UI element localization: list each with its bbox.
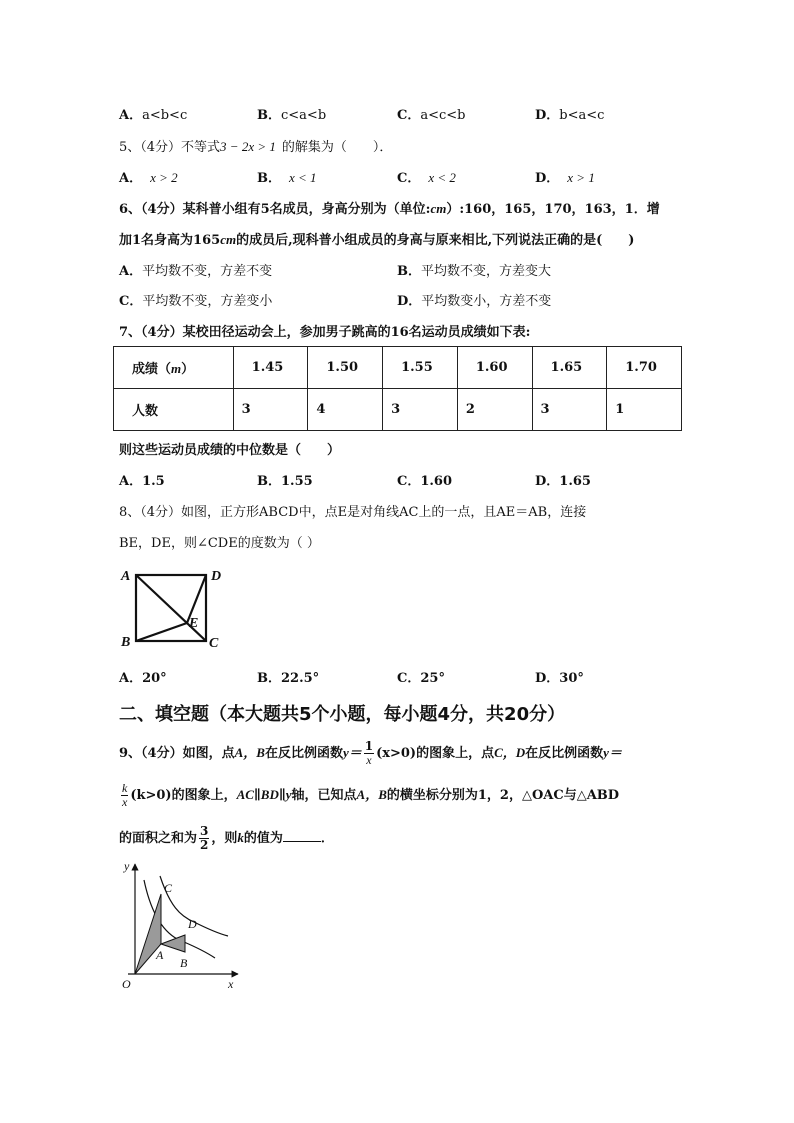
table-cell: 2 — [457, 389, 532, 431]
label-e: E — [189, 616, 199, 631]
answer-blank — [283, 829, 321, 842]
table-cell: 1.50 — [308, 347, 383, 389]
triangle-oac — [135, 894, 161, 974]
label-b: B — [180, 956, 188, 970]
label-x: x — [228, 977, 234, 991]
q9-stem-line2: $\frac{k}{x}$ (k>0)的图象上，AC∥BD∥y轴，已知点A，B的横坐标分别为1，2，△OAC与△ABD — [122, 781, 620, 809]
fraction-k-over-x: $\frac{k}{x}$ — [122, 781, 128, 809]
q8-option-d: D．30° — [535, 671, 584, 686]
table-cell: 3 — [532, 389, 607, 431]
q6-option-d: D．平均数变小，方差不变 — [397, 294, 552, 309]
q5-option-b: B． x < 1 — [257, 170, 317, 186]
table-cell: 4 — [308, 389, 383, 431]
q5-stem: 5、（4分）不等式3 − 2x > 1 的解集为（ ）． — [119, 139, 393, 155]
table-cell: 1 — [607, 389, 682, 431]
table-row — [114, 347, 682, 389]
score-table — [113, 346, 682, 431]
q8-option-a: A．20° — [119, 671, 167, 686]
label-c: C — [209, 636, 219, 650]
label-o: O — [122, 977, 131, 991]
label-b: B — [121, 635, 131, 650]
table-cell: 1.65 — [532, 347, 607, 389]
table-header-cell: 成绩（m） — [114, 347, 234, 389]
q5-option-a: A． x > 2 — [119, 170, 178, 186]
q5-option-c: C． x < 2 — [397, 170, 456, 186]
q4-option-b: B．c<a<b — [257, 108, 327, 123]
q7-option-b: B．1.55 — [257, 474, 313, 489]
q6-option-b: B．平均数不变，方差变大 — [397, 264, 552, 279]
q9-stem-line1: 9、（4分）如图，点A，B在反比例函数y＝ $\frac{1}{x}$ (x>0)的图象上，点C，D在反比例函数y＝ — [119, 739, 622, 767]
label-a: A — [156, 948, 164, 962]
label-y: y — [124, 859, 130, 873]
table-cell: 1.60 — [457, 347, 532, 389]
q6-stem-line2: 加1名身高为165cm的成员后,现科普小组成员的身高与原来相比,下列说法正确的是( ) — [119, 232, 635, 248]
q6-stem-line1: 6、（4分）某科普小组有5名成员，身高分别为（单位:cm）:160，165，170，163，1．增 — [119, 201, 660, 217]
q7-stem: 7、（4分）某校田径运动会上，参加男子跳高的16名运动员成绩如下表: — [119, 325, 531, 340]
q7-option-a: A．1.5 — [119, 474, 165, 489]
square-figure — [118, 564, 230, 650]
segment-be — [136, 623, 187, 641]
triangle-abd — [161, 935, 185, 952]
q5-option-d: D． x > 1 — [535, 170, 595, 186]
table-cell: 3 — [233, 389, 308, 431]
q7-option-d: D．1.65 — [535, 474, 591, 489]
q8-option-b: B．22.5° — [257, 671, 320, 686]
label-c: C — [164, 881, 173, 895]
inverse-function-figure — [118, 858, 248, 994]
diagonal-ac — [136, 575, 206, 641]
label-d: D — [188, 917, 197, 931]
label-a: A — [121, 569, 131, 584]
q4-option-c: C．a<c<b — [397, 108, 466, 123]
q8-option-c: C．25° — [397, 671, 445, 686]
table-header-cell: 人数 — [114, 389, 234, 431]
q4-option-a: A．a<b<c — [119, 108, 188, 123]
table-cell: 3 — [383, 389, 458, 431]
q7-question: 则这些运动员成绩的中位数是（ ） — [119, 443, 341, 458]
q4-option-d: D．b<a<c — [535, 108, 605, 123]
q9-stem-line3: 的面积之和为 $\frac{3}{2}$ ，则k的值为 ． — [119, 824, 334, 852]
q8-stem-line2: BE，DE，则∠CDE的度数为（ ） — [119, 536, 320, 551]
table-cell: 1.70 — [607, 347, 682, 389]
q8-stem-line1: 8、（4分）如图，正方形ABCD中，点E是对角线AC上的一点，且AE＝AB，连接 — [119, 505, 587, 520]
section-title: 二、填空题（本大题共5个小题，每小题4分，共20分） — [119, 704, 566, 725]
label-d: D — [211, 569, 222, 584]
q6-option-c: C．平均数不变，方差变小 — [119, 294, 273, 309]
table-cell: 1.45 — [233, 347, 308, 389]
q7-option-c: C．1.60 — [397, 474, 453, 489]
table-cell: 1.55 — [383, 347, 458, 389]
table-row — [114, 389, 682, 431]
fraction-3-over-2: $\frac{3}{2}$ — [200, 824, 209, 852]
fraction-1-over-x: $\frac{1}{x}$ — [364, 739, 374, 767]
q6-option-a: A．平均数不变，方差不变 — [119, 264, 273, 279]
